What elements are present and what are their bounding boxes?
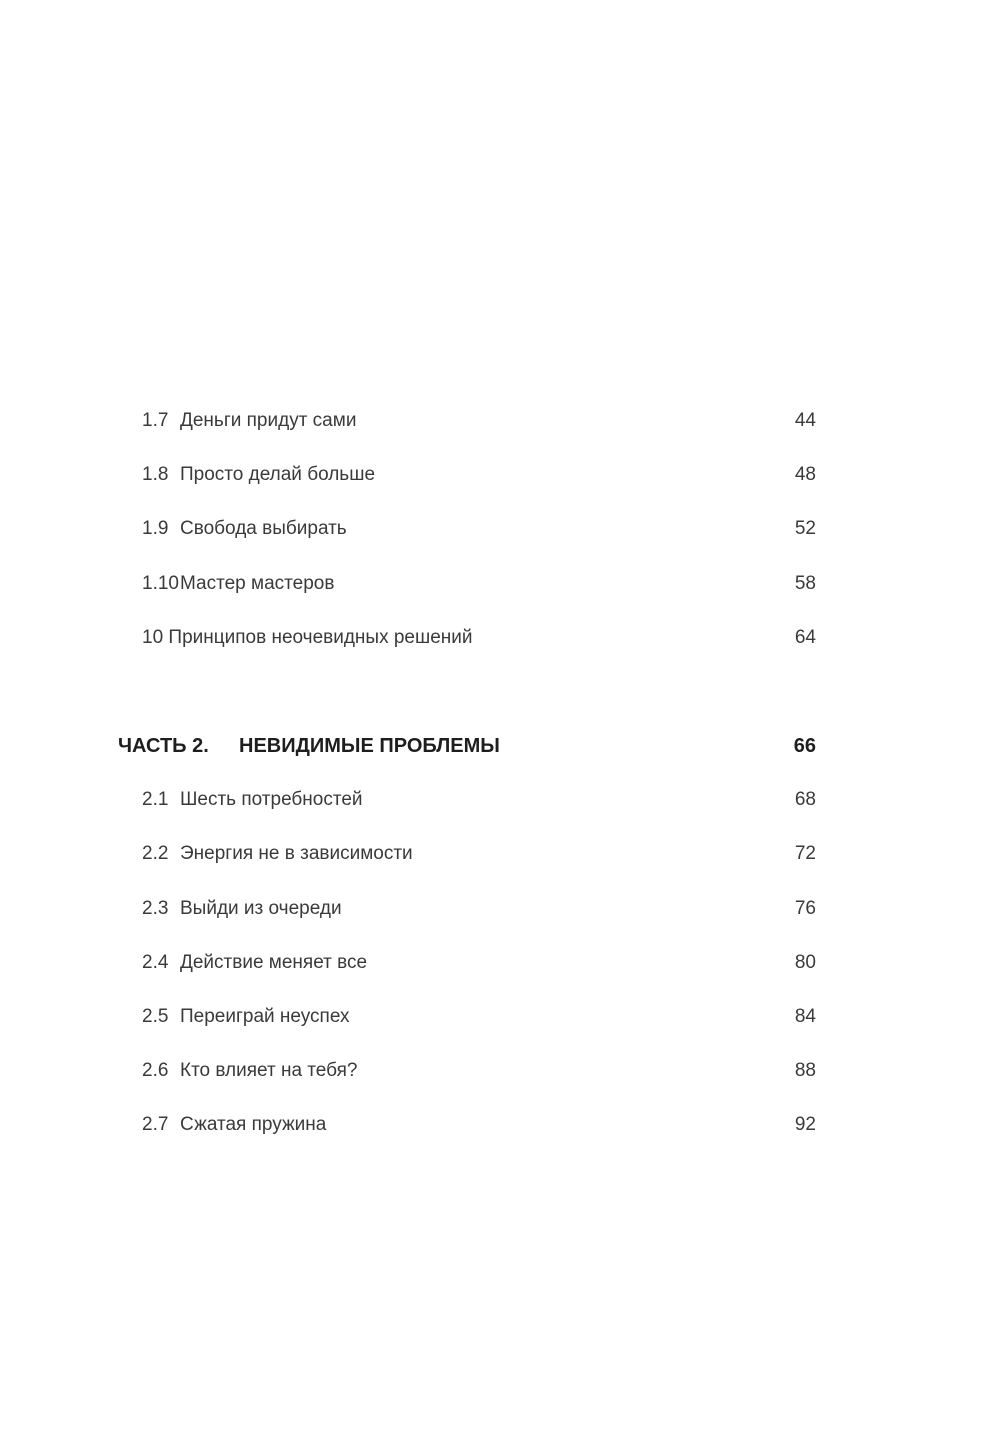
- entry-title: Кто влияет на тебя?: [180, 1060, 358, 1081]
- entry-page-number: 72: [794, 843, 816, 864]
- entry-title: Энергия не в зависимости: [180, 843, 413, 864]
- entry-title: Свобода выбирать: [180, 518, 347, 539]
- entry-number: 2.5: [142, 1006, 169, 1027]
- entry-page-number: 52: [794, 518, 816, 539]
- toc-summary-entry[interactable]: [0, 623, 986, 653]
- entry-page-number: 64: [794, 627, 816, 648]
- entry-number: 1.8: [142, 464, 169, 485]
- entry-page-number: 92: [794, 1114, 816, 1135]
- toc-entry[interactable]: [0, 1056, 986, 1086]
- entry-number: 2.4: [142, 952, 169, 973]
- toc-entry[interactable]: [0, 839, 986, 869]
- toc-entry[interactable]: [0, 460, 986, 490]
- toc-entry[interactable]: [0, 894, 986, 924]
- entry-number: 2.6: [142, 1060, 169, 1081]
- entry-page-number: 44: [794, 410, 816, 431]
- entry-page-number: 68: [794, 789, 816, 810]
- toc-entry[interactable]: [0, 785, 986, 815]
- entry-number: 1.9: [142, 518, 169, 539]
- entry-title: Сжатая пружина: [180, 1114, 327, 1135]
- entry-number: 2.7: [142, 1114, 169, 1135]
- entry-title: Мастер мастеров: [180, 573, 335, 594]
- part-heading[interactable]: [0, 731, 986, 761]
- part-page-number: 66: [793, 735, 816, 757]
- part-title: НЕВИДИМЫЕ ПРОБЛЕМЫ: [239, 735, 500, 757]
- entry-title: Деньги придут сами: [180, 410, 357, 431]
- entry-title: Действие меняет все: [180, 952, 368, 973]
- toc-entry[interactable]: [0, 948, 986, 978]
- entry-number: 2.2: [142, 843, 169, 864]
- toc-entry[interactable]: [0, 569, 986, 599]
- toc-entry[interactable]: [0, 1002, 986, 1032]
- entry-number: 1.7: [142, 410, 169, 431]
- toc-entry[interactable]: [0, 514, 986, 544]
- entry-number: 2.3: [142, 898, 169, 919]
- entry-title: Переиграй неуспех: [180, 1006, 350, 1027]
- entry-number: 2.1: [142, 789, 169, 810]
- entry-title: 10 Принципов неочевидных решений: [142, 627, 473, 648]
- entry-page-number: 48: [794, 464, 816, 485]
- entry-title: Шесть потребностей: [180, 789, 363, 810]
- toc-entry[interactable]: [0, 406, 986, 436]
- entry-title: Просто делай больше: [180, 464, 376, 485]
- entry-number: 1.10: [142, 573, 179, 594]
- entry-page-number: 84: [794, 1006, 816, 1027]
- entry-page-number: 88: [794, 1060, 816, 1081]
- entry-page-number: 58: [794, 573, 816, 594]
- toc-entry[interactable]: [0, 1110, 986, 1140]
- entry-page-number: 80: [794, 952, 816, 973]
- entry-page-number: 76: [794, 898, 816, 919]
- entry-title: Выйди из очереди: [180, 898, 342, 919]
- part-label: ЧАСТЬ 2.: [118, 735, 209, 757]
